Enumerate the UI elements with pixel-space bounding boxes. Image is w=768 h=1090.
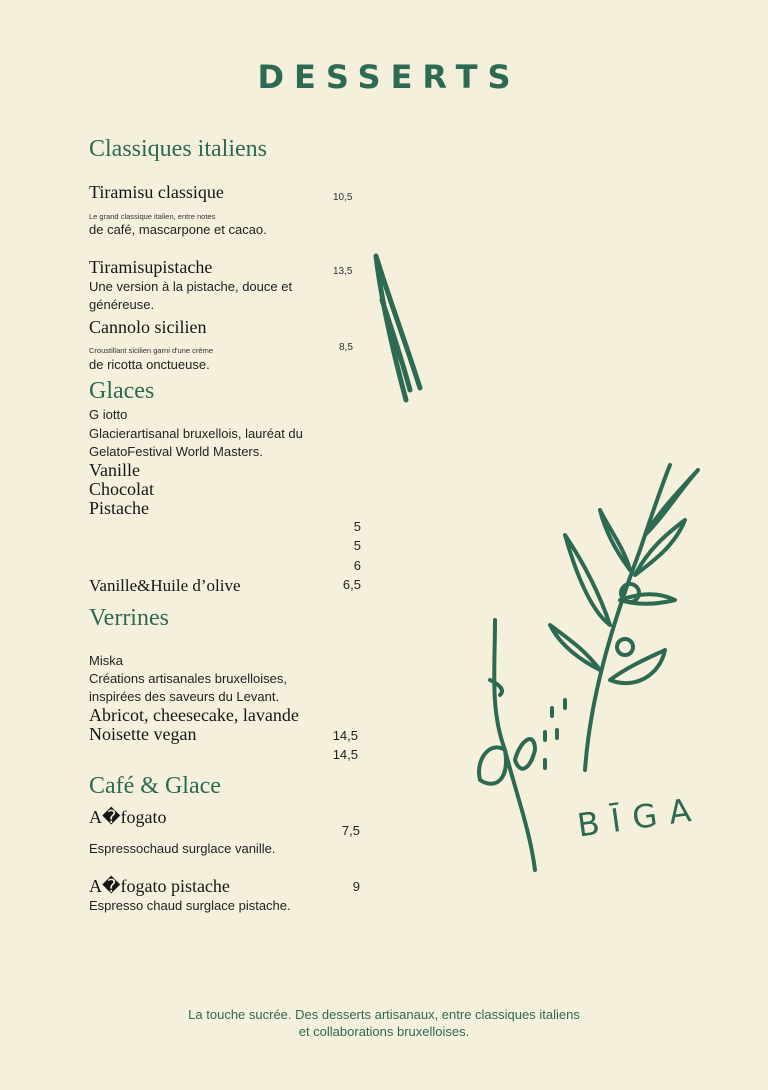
desc-tiramisu-pistache-2: généreuse. bbox=[89, 297, 155, 312]
brand-logo: BĪGA bbox=[574, 789, 706, 845]
item-tiramisu-classique: Tiramisu classique bbox=[89, 182, 224, 202]
item-tiramisu-pistache: Tiramisupistache bbox=[89, 257, 213, 277]
cafe-desc-affogato-pistache: Espresso chaud surglace pistache. bbox=[89, 898, 291, 913]
cafe-desc-affogato: Espressochaud surglace vanille. bbox=[89, 841, 276, 856]
leaf-blade-icon bbox=[368, 250, 428, 410]
glaces-desc-1: Glacierartisanal bruxellois, lauréat du bbox=[89, 426, 303, 441]
glaces-price-special: 6,5 bbox=[342, 577, 361, 592]
verrines-item-noisette: Noisette vegan bbox=[89, 724, 197, 744]
verrines-price-abricot: 14,5 bbox=[332, 728, 358, 743]
item-cannolo: Cannolo sicilien bbox=[89, 317, 207, 337]
cafe-item-affogato: A�fogato bbox=[89, 807, 167, 827]
section-heading-cafe: Café & Glace bbox=[89, 773, 221, 799]
desc-tiramisu-classique-small: Le grand classique italien, entre notes bbox=[89, 212, 216, 221]
glaces-price-vanille: 5 bbox=[353, 519, 361, 534]
desc-tiramisu-classique: de café, mascarpone et cacao. bbox=[89, 222, 267, 237]
section-heading-glaces: Glaces bbox=[89, 378, 155, 404]
cafe-price-affogato-pistache: 9 bbox=[352, 879, 360, 894]
verrines-item-abricot: Abricot, cheesecake, lavande bbox=[89, 705, 299, 725]
footer-line-1: La touche sucrée. Des desserts artisanaux, entre classiques italiens bbox=[188, 1007, 580, 1022]
glaces-desc-2: GelatoFestival World Masters. bbox=[89, 444, 263, 459]
price-cannolo: 8,5 bbox=[339, 342, 353, 353]
glaces-maker: G iotto bbox=[89, 407, 128, 422]
section-heading-classiques: Classiques italiens bbox=[89, 136, 267, 162]
verrines-desc-1: Créations artisanales bruxelloises, bbox=[89, 671, 287, 686]
section-heading-verrines: Verrines bbox=[89, 605, 169, 631]
desc-cannolo: de ricotta onctueuse. bbox=[89, 357, 210, 372]
verrines-price-noisette: 14,5 bbox=[332, 747, 358, 762]
cafe-price-affogato: 7,5 bbox=[341, 823, 360, 838]
glaces-price-chocolat: 5 bbox=[353, 538, 361, 553]
glaces-item-vanille: Vanille bbox=[89, 460, 140, 480]
glaces-item-chocolat: Chocolat bbox=[89, 479, 154, 499]
verrines-maker: Miska bbox=[89, 653, 123, 668]
desc-tiramisu-pistache-1: Une version à la pistache, douce et bbox=[89, 279, 293, 294]
cafe-item-affogato-pistache: A�fogato pistache bbox=[89, 876, 230, 896]
footer-text bbox=[0, 1006, 768, 1040]
price-tiramisu-classique: 10,5 bbox=[333, 192, 353, 203]
verrines-desc-2: inspirées des saveurs du Levant. bbox=[89, 689, 280, 704]
glaces-price-pistache: 6 bbox=[353, 558, 361, 573]
price-tiramisu-pistache: 13,5 bbox=[333, 266, 353, 277]
glaces-item-pistache: Pistache bbox=[89, 498, 149, 518]
glaces-item-special: Vanille&Huile d’olive bbox=[89, 576, 241, 595]
page-title: DESSERTS bbox=[257, 58, 521, 96]
footer-line-2: et collaborations bruxelloises. bbox=[298, 1024, 470, 1039]
desc-cannolo-small: Croustillant sicilien garni d'une crème bbox=[89, 346, 213, 355]
